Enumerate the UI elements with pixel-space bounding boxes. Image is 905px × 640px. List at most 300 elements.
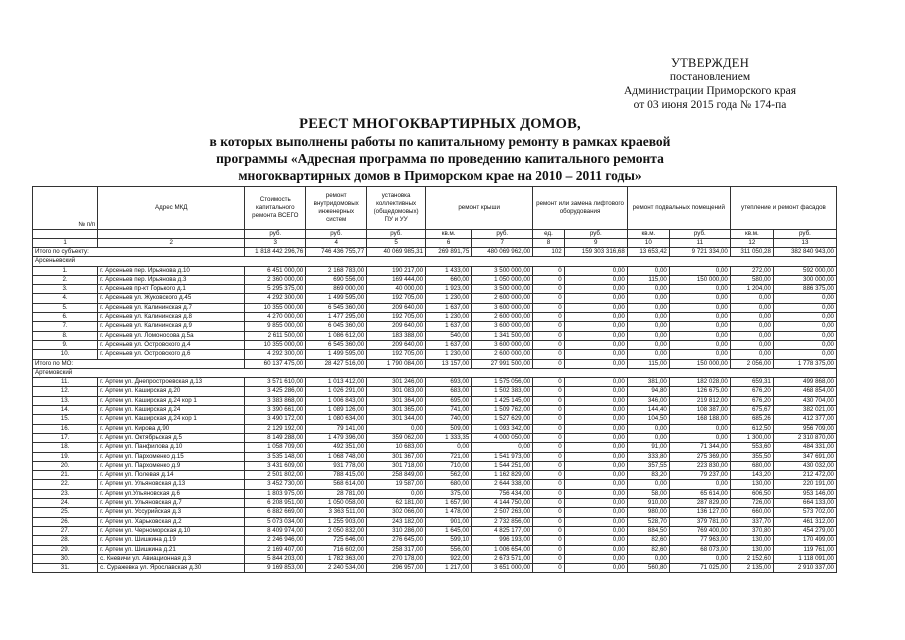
value-cell: 1 230,00 xyxy=(426,294,472,303)
row-number: 12. xyxy=(33,387,98,396)
column-numbers-row xyxy=(33,239,837,248)
value-cell: 3 600 000,00 xyxy=(472,340,533,349)
value-cell: 0,00 xyxy=(564,508,627,517)
value-cell: 1 637,00 xyxy=(426,340,472,349)
header-facade: утепление и ремонт фасадов xyxy=(730,187,836,230)
value-cell: 270 178,00 xyxy=(367,554,426,563)
value-cell: 0,00 xyxy=(669,340,730,349)
table-row xyxy=(33,266,837,275)
unit-cell: руб. xyxy=(564,230,627,239)
value-cell: 0 xyxy=(533,285,565,294)
total-value: 13 157,00 xyxy=(426,359,472,368)
value-cell: 599,10 xyxy=(426,536,472,545)
value-cell: 0 xyxy=(533,415,565,424)
value-cell: 104,50 xyxy=(627,415,669,424)
unit-cell: кв.м. xyxy=(426,230,472,239)
table-row xyxy=(33,452,837,461)
value-cell: 0 xyxy=(533,406,565,415)
header-row xyxy=(33,187,837,230)
value-cell: 2 310 870,00 xyxy=(773,433,836,442)
value-cell: 0,00 xyxy=(564,396,627,405)
header-meters: установка коллективных (общедомовых) ПУ и УУ xyxy=(367,187,426,230)
table-row xyxy=(33,331,837,340)
value-cell: 359 062,00 xyxy=(367,433,426,442)
value-cell: 1 782 363,00 xyxy=(306,554,367,563)
value-cell: 6 882 669,00 xyxy=(245,508,306,517)
value-cell: 3 390 661,00 xyxy=(245,406,306,415)
value-cell: 0 xyxy=(533,396,565,405)
total-value: 2 056,00 xyxy=(730,359,773,368)
value-cell: 1 068 748,00 xyxy=(306,452,367,461)
municipality-row xyxy=(33,368,837,377)
value-cell: 2 673 571,00 xyxy=(472,554,533,563)
value-cell: 0,00 xyxy=(564,536,627,545)
value-cell: 119 761,00 xyxy=(773,545,836,554)
value-cell: 0,00 xyxy=(669,480,730,489)
value-cell: 0,00 xyxy=(564,489,627,498)
value-cell: 0,00 xyxy=(730,331,773,340)
approval-line-1: постановлением xyxy=(669,71,751,83)
value-cell: 1 803 975,00 xyxy=(245,489,306,498)
value-cell: 209 640,00 xyxy=(367,303,426,312)
value-cell: 258 849,00 xyxy=(367,471,426,480)
value-cell: 0,00 xyxy=(669,554,730,563)
value-cell: 1 341 500,00 xyxy=(472,331,533,340)
value-cell: 0,00 xyxy=(564,378,627,387)
value-cell: 4 825 177,00 xyxy=(472,526,533,535)
column-number-cell: 7 xyxy=(472,239,533,248)
address-cell: г. Арсеньев ул. Островского д.4 xyxy=(98,340,245,349)
value-cell: 660,00 xyxy=(730,508,773,517)
value-cell: 1 499 595,00 xyxy=(306,294,367,303)
value-cell: 1 425 145,00 xyxy=(472,396,533,405)
registry-body xyxy=(33,248,837,573)
value-cell: 0,00 xyxy=(627,331,669,340)
value-cell: 886 375,00 xyxy=(773,285,836,294)
value-cell: 0,00 xyxy=(564,452,627,461)
value-cell: 68 073,00 xyxy=(669,545,730,554)
value-cell: 676,20 xyxy=(730,387,773,396)
value-cell: 716 602,00 xyxy=(306,545,367,554)
value-cell: 0 xyxy=(533,340,565,349)
value-cell: 901,00 xyxy=(426,517,472,526)
approval-line-2: Администрации Приморского края xyxy=(624,85,796,97)
value-cell: 94,80 xyxy=(627,387,669,396)
address-cell: с. Суражевка ул. Ярославская д.30 xyxy=(98,564,245,573)
value-cell: 0,00 xyxy=(669,322,730,331)
value-cell: 275 369,00 xyxy=(669,452,730,461)
total-label: Итого по МО: xyxy=(33,359,245,368)
table-row xyxy=(33,350,837,359)
value-cell: 980,00 xyxy=(627,508,669,517)
value-cell: 0,00 xyxy=(564,387,627,396)
value-cell: 144,40 xyxy=(627,406,669,415)
value-cell: 0 xyxy=(533,266,565,275)
value-cell: 2 507 263,00 xyxy=(472,508,533,517)
value-cell: 2 135,00 xyxy=(730,564,773,573)
value-cell: 1 086 612,00 xyxy=(306,331,367,340)
column-number-cell: 11 xyxy=(669,239,730,248)
value-cell: 3 535 148,00 xyxy=(245,452,306,461)
column-number-cell: 10 xyxy=(627,239,669,248)
total-value: 102 xyxy=(533,248,565,257)
value-cell: 2 644 338,00 xyxy=(472,480,533,489)
address-cell: г. Арсеньев ул. Калининская д.8 xyxy=(98,313,245,322)
value-cell: 412 377,00 xyxy=(773,415,836,424)
value-cell: 683,00 xyxy=(426,387,472,396)
value-cell: 553,60 xyxy=(730,443,773,452)
value-cell: 301 367,00 xyxy=(367,452,426,461)
value-cell: 1 300,00 xyxy=(730,433,773,442)
total-value: 480 069 962,00 xyxy=(472,248,533,257)
value-cell: 0,00 xyxy=(627,303,669,312)
value-cell: 1 433,00 xyxy=(426,266,472,275)
value-cell: 3 571 610,00 xyxy=(245,378,306,387)
table-row xyxy=(33,322,837,331)
value-cell: 922,00 xyxy=(426,554,472,563)
title-line-4: многоквартирных домов в Приморском крае на 2010 – 2011 годы» xyxy=(238,168,642,183)
column-number-cell: 9 xyxy=(564,239,627,248)
value-cell: 0 xyxy=(533,545,565,554)
value-cell: 8 149 288,00 xyxy=(245,433,306,442)
value-cell: 1 478,00 xyxy=(426,508,472,517)
value-cell: 0,00 xyxy=(773,340,836,349)
value-cell: 1 089 126,00 xyxy=(306,406,367,415)
value-cell: 1 637,00 xyxy=(426,322,472,331)
header-basement: ремонт подвальных помещений xyxy=(627,187,730,230)
total-value: 150 000,00 xyxy=(669,359,730,368)
address-cell: г. Артем ул.Ульяновская д.6 xyxy=(98,489,245,498)
value-cell: 0,00 xyxy=(627,350,669,359)
value-cell: 40 000,00 xyxy=(367,285,426,294)
value-cell: 375,00 xyxy=(426,489,472,498)
value-cell: 5 844 203,00 xyxy=(245,554,306,563)
title-line-3: программы «Адресная программа по проведению капитального ремонта xyxy=(216,151,664,166)
value-cell: 2 050 832,00 xyxy=(306,526,367,535)
value-cell: 71 344,00 xyxy=(669,443,730,452)
value-cell: 2 600 000,00 xyxy=(472,313,533,322)
value-cell: 1 050 000,00 xyxy=(472,275,533,284)
value-cell: 556,00 xyxy=(426,545,472,554)
value-cell: 108 387,00 xyxy=(669,406,730,415)
value-cell: 0 xyxy=(533,443,565,452)
value-cell: 3 651 000,00 xyxy=(472,564,533,573)
value-cell: 0,00 xyxy=(669,313,730,322)
row-number: 23. xyxy=(33,489,98,498)
value-cell: 130,00 xyxy=(730,536,773,545)
value-cell: 65 614,00 xyxy=(669,489,730,498)
value-cell: 192 705,00 xyxy=(367,313,426,322)
value-cell: 740,00 xyxy=(426,415,472,424)
row-number: 26. xyxy=(33,517,98,526)
column-number-cell: 1 xyxy=(33,239,98,248)
value-cell: 931 778,00 xyxy=(306,461,367,470)
unit-cell: ед. xyxy=(533,230,565,239)
value-cell: 0,00 xyxy=(669,294,730,303)
value-cell: 0,00 xyxy=(564,313,627,322)
value-cell: 2 611 500,00 xyxy=(245,331,306,340)
value-cell: 77 963,00 xyxy=(669,536,730,545)
value-cell: 0 xyxy=(533,526,565,535)
value-cell: 136 127,00 xyxy=(669,508,730,517)
row-number: 2. xyxy=(33,275,98,284)
value-cell: 333,80 xyxy=(627,452,669,461)
value-cell: 0 xyxy=(533,536,565,545)
value-cell: 0,00 xyxy=(669,433,730,442)
address-cell: г. Артем ул. Ульяновская д.7 xyxy=(98,499,245,508)
row-number: 3. xyxy=(33,285,98,294)
value-cell: 82,60 xyxy=(627,536,669,545)
value-cell: 0,00 xyxy=(627,285,669,294)
value-cell: 169 444,00 xyxy=(367,275,426,284)
value-cell: 0,00 xyxy=(773,294,836,303)
row-number: 19. xyxy=(33,452,98,461)
value-cell: 223 830,00 xyxy=(669,461,730,470)
value-cell: 192 705,00 xyxy=(367,294,426,303)
value-cell: 2 246 946,00 xyxy=(245,536,306,545)
value-cell: 0,00 xyxy=(669,331,730,340)
value-cell: 0,00 xyxy=(564,424,627,433)
value-cell: 0,00 xyxy=(669,350,730,359)
header-address: Адрес МКД xyxy=(98,187,245,230)
column-number-cell: 6 xyxy=(426,239,472,248)
column-number-cell: 13 xyxy=(773,239,836,248)
value-cell: 79 237,00 xyxy=(669,471,730,480)
value-cell: 0,00 xyxy=(564,433,627,442)
value-cell: 3 500 000,00 xyxy=(472,266,533,275)
total-row xyxy=(33,248,837,257)
value-cell: 0,00 xyxy=(564,415,627,424)
row-number: 7. xyxy=(33,322,98,331)
address-cell: с. Кневичи ул. Авиационная д.3 xyxy=(98,554,245,563)
value-cell: 0,00 xyxy=(627,424,669,433)
value-cell: 1 204,00 xyxy=(730,285,773,294)
total-value: 28 427 516,00 xyxy=(306,359,367,368)
value-cell: 0,00 xyxy=(564,406,627,415)
value-cell: 1 217,00 xyxy=(426,564,472,573)
header-total: Стоимость капитального ремонта ВСЕГО xyxy=(245,187,306,230)
value-cell: 540,00 xyxy=(426,331,472,340)
value-cell: 382 021,00 xyxy=(773,406,836,415)
value-cell: 0,00 xyxy=(564,285,627,294)
value-cell: 956 709,00 xyxy=(773,424,836,433)
value-cell: 130,00 xyxy=(730,480,773,489)
value-cell: 0,00 xyxy=(627,294,669,303)
value-cell: 0,00 xyxy=(564,443,627,452)
address-cell: г. Артем ул. Пархоменко д.9 xyxy=(98,461,245,470)
value-cell: 0 xyxy=(533,322,565,331)
row-number: 9. xyxy=(33,340,98,349)
value-cell: 676,20 xyxy=(730,396,773,405)
value-cell: 454 279,00 xyxy=(773,526,836,535)
value-cell: 0,00 xyxy=(773,350,836,359)
table-row xyxy=(33,480,837,489)
row-number: 6. xyxy=(33,313,98,322)
row-number: 30. xyxy=(33,554,98,563)
value-cell: 300 000,00 xyxy=(773,275,836,284)
row-number: 14. xyxy=(33,406,98,415)
municipality-name: Арсеньевский xyxy=(33,257,837,266)
total-value: 269 891,75 xyxy=(426,248,472,257)
value-cell: 741,00 xyxy=(426,406,472,415)
value-cell: 6 451 000,00 xyxy=(245,266,306,275)
value-cell: 492 351,00 xyxy=(306,443,367,452)
table-row xyxy=(33,554,837,563)
value-cell: 3 490 172,00 xyxy=(245,415,306,424)
value-cell: 1 333,35 xyxy=(426,433,472,442)
value-cell: 0,00 xyxy=(564,294,627,303)
unit-cell xyxy=(33,230,98,239)
total-value: 1 778 375,00 xyxy=(773,359,836,368)
total-value: 0,00 xyxy=(564,359,627,368)
value-cell: 0,00 xyxy=(773,331,836,340)
value-cell: 82,60 xyxy=(627,545,669,554)
table-row xyxy=(33,526,837,535)
total-value: 746 436 755,77 xyxy=(306,248,367,257)
value-cell: 562,00 xyxy=(426,471,472,480)
value-cell: 126 675,00 xyxy=(669,387,730,396)
value-cell: 0,00 xyxy=(773,322,836,331)
total-value: 311 050,28 xyxy=(730,248,773,257)
table-row xyxy=(33,564,837,573)
row-number: 1. xyxy=(33,266,98,275)
total-value: 1 790 084,00 xyxy=(367,359,426,368)
value-cell: 1 575 056,00 xyxy=(472,378,533,387)
value-cell: 346,00 xyxy=(627,396,669,405)
value-cell: 0,00 xyxy=(564,350,627,359)
value-cell: 0,00 xyxy=(730,303,773,312)
value-cell: 6 208 951,00 xyxy=(245,499,306,508)
value-cell: 721,00 xyxy=(426,452,472,461)
document-title xyxy=(150,116,730,184)
value-cell: 0,00 xyxy=(564,545,627,554)
address-cell: г. Артем ул. Пархоменко д.15 xyxy=(98,452,245,461)
value-cell: 2 600 000,00 xyxy=(472,294,533,303)
value-cell: 276 645,00 xyxy=(367,536,426,545)
value-cell: 0 xyxy=(533,461,565,470)
value-cell: 1 026 291,00 xyxy=(306,387,367,396)
row-number: 22. xyxy=(33,480,98,489)
value-cell: 710,00 xyxy=(426,461,472,470)
value-cell: 2 600 000,00 xyxy=(472,350,533,359)
table-row xyxy=(33,387,837,396)
value-cell: 272,00 xyxy=(730,266,773,275)
value-cell: 0,00 xyxy=(730,313,773,322)
value-cell: 580,00 xyxy=(730,275,773,284)
value-cell: 0 xyxy=(533,433,565,442)
row-number: 28. xyxy=(33,536,98,545)
value-cell: 690 556,00 xyxy=(306,275,367,284)
row-number: 29. xyxy=(33,545,98,554)
value-cell: 695,00 xyxy=(426,396,472,405)
value-cell: 1 230,00 xyxy=(426,313,472,322)
row-number: 27. xyxy=(33,526,98,535)
value-cell: 1 080 634,00 xyxy=(306,415,367,424)
value-cell: 953 146,00 xyxy=(773,489,836,498)
total-value: 13 653,42 xyxy=(627,248,669,257)
total-value: 9 721 334,00 xyxy=(669,248,730,257)
row-number: 16. xyxy=(33,424,98,433)
value-cell: 310 286,00 xyxy=(367,526,426,535)
value-cell: 10 355 000,00 xyxy=(245,303,306,312)
value-cell: 1 230,00 xyxy=(426,350,472,359)
value-cell: 0,00 xyxy=(627,480,669,489)
total-value: 382 840 943,00 xyxy=(773,248,836,257)
value-cell: 1 923,00 xyxy=(426,285,472,294)
address-cell: г. Артем ул. Полевая д.14 xyxy=(98,471,245,480)
row-number: 18. xyxy=(33,443,98,452)
header-roof: ремонт крыши xyxy=(426,187,533,230)
value-cell: 0,00 xyxy=(627,266,669,275)
table-row xyxy=(33,433,837,442)
value-cell: 612,50 xyxy=(730,424,773,433)
value-cell: 0 xyxy=(533,508,565,517)
value-cell: 4 270 000,00 xyxy=(245,313,306,322)
row-number: 13. xyxy=(33,396,98,405)
total-row xyxy=(33,359,837,368)
value-cell: 0,00 xyxy=(627,322,669,331)
value-cell: 9 855 000,00 xyxy=(245,322,306,331)
table-row xyxy=(33,517,837,526)
value-cell: 1 637,00 xyxy=(426,303,472,312)
unit-cell: кв.м. xyxy=(730,230,773,239)
value-cell: 499 868,00 xyxy=(773,378,836,387)
value-cell: 0 xyxy=(533,275,565,284)
value-cell: 115,00 xyxy=(627,275,669,284)
value-cell: 725 646,00 xyxy=(306,536,367,545)
value-cell: 0 xyxy=(533,313,565,322)
value-cell: 1 013 412,00 xyxy=(306,378,367,387)
value-cell: 1 050 058,00 xyxy=(306,499,367,508)
value-cell: 0,00 xyxy=(564,461,627,470)
value-cell: 347 691,00 xyxy=(773,452,836,461)
value-cell: 0,00 xyxy=(564,303,627,312)
table-row xyxy=(33,545,837,554)
value-cell: 58,00 xyxy=(627,489,669,498)
value-cell: 301 246,00 xyxy=(367,378,426,387)
value-cell: 910,00 xyxy=(627,499,669,508)
value-cell: 675,67 xyxy=(730,406,773,415)
value-cell: 4 000 050,00 xyxy=(472,433,533,442)
value-cell: 0,00 xyxy=(669,266,730,275)
value-cell: 2 169 407,00 xyxy=(245,545,306,554)
row-number: 11. xyxy=(33,378,98,387)
approval-stamp xyxy=(590,56,830,112)
value-cell: 190 217,00 xyxy=(367,266,426,275)
value-cell: 1 657,90 xyxy=(426,499,472,508)
address-cell: г. Арсеньев ул. Островского д.6 xyxy=(98,350,245,359)
column-number-cell: 2 xyxy=(98,239,245,248)
row-number: 4. xyxy=(33,294,98,303)
table-row xyxy=(33,536,837,545)
value-cell: 660,00 xyxy=(426,275,472,284)
value-cell: 0,00 xyxy=(426,443,472,452)
value-cell: 3 383 868,00 xyxy=(245,396,306,405)
row-number: 8. xyxy=(33,331,98,340)
value-cell: 0,00 xyxy=(627,313,669,322)
value-cell: 301 364,00 xyxy=(367,396,426,405)
value-cell: 0,00 xyxy=(564,340,627,349)
value-cell: 1 058 709,00 xyxy=(245,443,306,452)
value-cell: 8 409 974,00 xyxy=(245,526,306,535)
value-cell: 212 472,00 xyxy=(773,471,836,480)
value-cell: 509,00 xyxy=(426,424,472,433)
value-cell: 2 129 192,00 xyxy=(245,424,306,433)
value-cell: 0 xyxy=(533,331,565,340)
total-value: 115,00 xyxy=(627,359,669,368)
address-cell: г. Артем ул. Кирова д.90 xyxy=(98,424,245,433)
value-cell: 2 910 337,00 xyxy=(773,564,836,573)
